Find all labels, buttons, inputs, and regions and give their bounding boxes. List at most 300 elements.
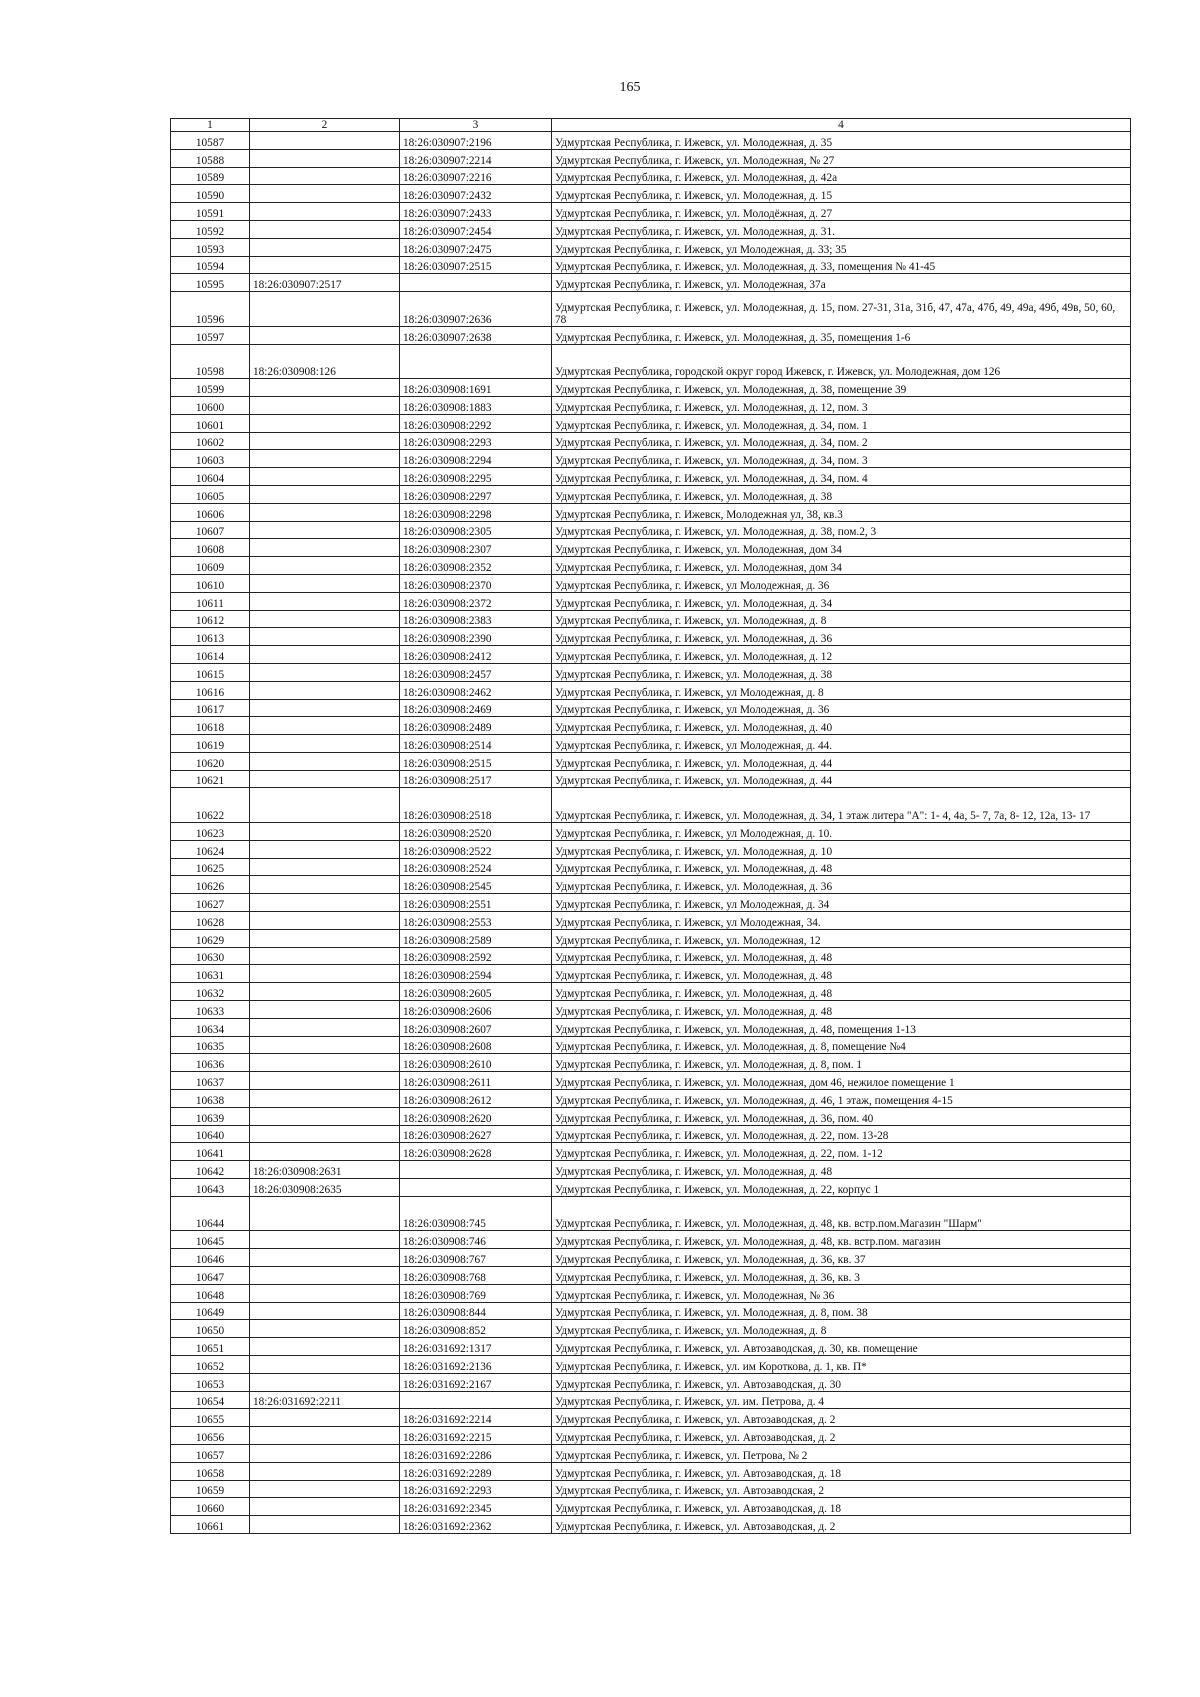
cadastral-number-cell-col2 [250,947,400,965]
address-cell: Удмуртская Республика, г. Ижевск, ул. Молодежная, д. 36 [552,628,1131,646]
cadastral-number-cell-col3 [400,274,552,292]
row-number-cell: 10626 [171,876,250,894]
cadastral-number-cell-col3: 18:26:030908:2292 [400,414,552,432]
cadastral-number-cell-col3: 18:26:030908:769 [400,1284,552,1302]
cadastral-number-cell-col2 [250,1231,400,1249]
table-row [171,432,1131,450]
address-cell: Удмуртская Республика, г. Ижевск, ул. Молодежная, дом 46, нежилое помещение 1 [552,1072,1131,1090]
cadastral-number-cell-col3 [400,344,552,379]
row-number-cell: 10636 [171,1054,250,1072]
cadastral-number-cell-col3: 18:26:030908:1883 [400,396,552,414]
address-cell: Удмуртская Республика, г. Ижевск, ул. Молодежная, д. 34, пом. 2 [552,432,1131,450]
table-row [171,468,1131,486]
address-cell: Удмуртская Республика, г. Ижевск, ул. Молодежная, д. 48, помещения 1-13 [552,1018,1131,1036]
cadastral-number-cell-col3: 18:26:030908:2518 [400,788,552,823]
cadastral-number-cell-col2 [250,1302,400,1320]
table-row [171,1072,1131,1090]
cadastral-number-cell-col2 [250,521,400,539]
row-number-cell: 10659 [171,1480,250,1498]
table-row [171,1391,1131,1409]
cadastral-number-cell-col3: 18:26:030908:2489 [400,717,552,735]
cadastral-number-cell-col2 [250,1054,400,1072]
table-header [171,119,1131,132]
row-number-cell: 10639 [171,1107,250,1125]
table-row [171,1179,1131,1197]
cadastral-number-cell-col3: 18:26:030908:2370 [400,574,552,592]
cadastral-number-cell-col2 [250,699,400,717]
cadastral-number-cell-col3 [400,1391,552,1409]
address-cell: Удмуртская Республика, г. Ижевск, ул. Молодежная, д. 48, кв. встр.пом. магазин [552,1231,1131,1249]
cadastral-number-cell-col2 [250,663,400,681]
cadastral-number-cell-col2 [250,238,400,256]
table-row [171,947,1131,965]
table-row [171,681,1131,699]
address-cell: Удмуртская Республика, г. Ижевск, ул. Молодежная, д. 48 [552,947,1131,965]
cadastral-number-cell-col2 [250,1036,400,1054]
cadastral-number-cell-col3: 18:26:030908:2620 [400,1107,552,1125]
table-row [171,1498,1131,1516]
cadastral-number-cell-col2 [250,256,400,274]
address-cell: Удмуртская Республика, г. Ижевск, ул Молодежная, д. 10. [552,823,1131,841]
row-number-cell: 10651 [171,1338,250,1356]
cadastral-number-cell-col2 [250,717,400,735]
row-number-cell: 10588 [171,149,250,167]
table-row [171,1090,1131,1108]
address-cell: Удмуртская Республика, г. Ижевск, ул Молодежная, д. 8 [552,681,1131,699]
table-row [171,292,1131,327]
row-number-cell: 10591 [171,203,250,221]
cadastral-number-cell-col3: 18:26:030907:2196 [400,132,552,150]
cadastral-number-cell-col3: 18:26:031692:2286 [400,1444,552,1462]
cadastral-number-cell-col3: 18:26:030908:2610 [400,1054,552,1072]
table-row [171,185,1131,203]
table-row [171,503,1131,521]
row-number-cell: 10608 [171,539,250,557]
table-row [171,1480,1131,1498]
address-cell: Удмуртская Республика, г. Ижевск, ул. Молодежная, д. 8, помещение №4 [552,1036,1131,1054]
table-row [171,220,1131,238]
address-cell: Удмуртская Республика, г. Ижевск, ул. Молодежная, д. 42а [552,167,1131,185]
address-cell: Удмуртская Республика, г. Ижевск, ул. Молодежная, д. 22, пом. 13-28 [552,1125,1131,1143]
cadastral-number-cell-col3: 18:26:030908:2553 [400,912,552,930]
table-row [171,788,1131,823]
row-number-cell: 10633 [171,1001,250,1019]
row-number-cell: 10632 [171,983,250,1001]
cadastral-number-cell-col2: 18:26:030907:2517 [250,274,400,292]
cadastral-number-cell-col2 [250,468,400,486]
table-row [171,1249,1131,1267]
address-cell: Удмуртская Республика, г. Ижевск, ул. Молодежная, д. 12 [552,646,1131,664]
table-row [171,149,1131,167]
row-number-cell: 10638 [171,1090,250,1108]
table-row [171,1516,1131,1534]
row-number-cell: 10640 [171,1125,250,1143]
cadastral-number-cell-col2 [250,432,400,450]
row-number-cell: 10597 [171,326,250,344]
cadastral-number-cell-col3: 18:26:030908:2294 [400,450,552,468]
address-cell: Удмуртская Республика, г. Ижевск, Молодежная ул, 38, кв.3 [552,503,1131,521]
address-cell: Удмуртская Республика, г. Ижевск, ул. Молодёжная, д. 27 [552,203,1131,221]
table-row [171,1036,1131,1054]
table-row [171,1462,1131,1480]
cadastral-number-cell-col2 [250,557,400,575]
row-number-cell: 10631 [171,965,250,983]
table-row [171,1018,1131,1036]
row-number-cell: 10623 [171,823,250,841]
address-cell: Удмуртская Республика, г. Ижевск, ул. Автозаводская, д. 2 [552,1409,1131,1427]
row-number-cell: 10606 [171,503,250,521]
cadastral-number-cell-col2 [250,503,400,521]
address-cell: Удмуртская Республика, г. Ижевск, ул. Молодежная, д. 15, пом. 27-31, 31а, 31б, 47, 47а, 47б, 49, 49а, 49б, 49в, 50, 60, 78 [552,292,1131,327]
cadastral-number-cell-col2 [250,292,400,327]
cadastral-number-cell-col2 [250,1018,400,1036]
address-cell: Удмуртская Республика, г. Ижевск, ул. Молодежная, д. 31. [552,220,1131,238]
cadastral-number-cell-col3: 18:26:030908:2293 [400,432,552,450]
cadastral-number-cell-col2 [250,185,400,203]
address-cell: Удмуртская Республика, г. Ижевск, ул. Молодежная, д. 48 [552,983,1131,1001]
cadastral-number-cell-col3: 18:26:030908:2295 [400,468,552,486]
cadastral-number-cell-col2 [250,396,400,414]
table-row [171,1409,1131,1427]
address-cell: Удмуртская Республика, г. Ижевск, ул. Молодежная, д. 8, пом. 1 [552,1054,1131,1072]
address-cell: Удмуртская Республика, г. Ижевск, ул. Молодежная, д. 34, пом. 4 [552,468,1131,486]
address-cell: Удмуртская Республика, г. Ижевск, ул. Молодежная, д. 46, 1 этаж, помещения 4-15 [552,1090,1131,1108]
table-row [171,735,1131,753]
row-number-cell: 10652 [171,1355,250,1373]
cadastral-number-cell-col3: 18:26:030908:2627 [400,1125,552,1143]
address-cell: Удмуртская Республика, г. Ижевск, ул Молодежная, д. 36 [552,699,1131,717]
table-row [171,557,1131,575]
cadastral-number-cell-col2 [250,450,400,468]
cadastral-number-cell-col3: 18:26:030907:2515 [400,256,552,274]
cadastral-number-cell-col3: 18:26:030908:2298 [400,503,552,521]
cadastral-number-cell-col2: 18:26:031692:2211 [250,1391,400,1409]
cadastral-number-cell-col2 [250,840,400,858]
cadastral-number-cell-col2 [250,610,400,628]
address-cell: Удмуртская Республика, г. Ижевск, ул. Молодежная, д. 36, кв. 3 [552,1267,1131,1285]
table-row [171,203,1131,221]
table-row [171,1284,1131,1302]
row-number-cell: 10590 [171,185,250,203]
address-cell: Удмуртская Республика, г. Ижевск, ул Молодежная, д. 33; 35 [552,238,1131,256]
cadastral-number-cell-col3: 18:26:030908:768 [400,1267,552,1285]
address-cell: Удмуртская Республика, г. Ижевск, ул. Молодежная, 12 [552,929,1131,947]
table-row [171,663,1131,681]
address-cell: Удмуртская Республика, г. Ижевск, ул. Молодежная, д. 38 [552,485,1131,503]
cadastral-number-cell-col2 [250,788,400,823]
row-number-cell: 10599 [171,379,250,397]
cadastral-number-cell-col2 [250,1072,400,1090]
table-row [171,167,1131,185]
cadastral-number-cell-col3: 18:26:030908:2469 [400,699,552,717]
cadastral-number-cell-col2 [250,1284,400,1302]
address-cell: Удмуртская Республика, г. Ижевск, ул. Молодежная, д. 35 [552,132,1131,150]
cadastral-number-cell-col3: 18:26:030908:2390 [400,628,552,646]
address-cell: Удмуртская Республика, г. Ижевск, ул. Автозаводская, д. 30, кв. помещение [552,1338,1131,1356]
cadastral-number-cell-col3: 18:26:030908:2457 [400,663,552,681]
address-cell: Удмуртская Республика, г. Ижевск, ул Молодежная, д. 34 [552,894,1131,912]
address-cell: Удмуртская Республика, г. Ижевск, ул. Молодежная, д. 12, пом. 3 [552,396,1131,414]
cadastral-number-cell-col3: 18:26:030908:2607 [400,1018,552,1036]
cadastral-number-cell-col3: 18:26:030908:844 [400,1302,552,1320]
cadastral-number-cell-col2 [250,203,400,221]
row-number-cell: 10648 [171,1284,250,1302]
row-number-cell: 10646 [171,1249,250,1267]
table-row [171,699,1131,717]
address-cell: Удмуртская Республика, г. Ижевск, ул. Молодежная, д. 48 [552,858,1131,876]
address-cell: Удмуртская Республика, г. Ижевск, ул. им Короткова, д. 1, кв. П* [552,1355,1131,1373]
table-body [171,132,1131,1534]
row-number-cell: 10589 [171,167,250,185]
table-row [171,1320,1131,1338]
row-number-cell: 10607 [171,521,250,539]
cadastral-number-cell-col3: 18:26:030908:2545 [400,876,552,894]
cadastral-number-cell-col2 [250,1107,400,1125]
row-number-cell: 10598 [171,344,250,379]
cadastral-number-cell-col3: 18:26:031692:2345 [400,1498,552,1516]
row-number-cell: 10625 [171,858,250,876]
row-number-cell: 10650 [171,1320,250,1338]
row-number-cell: 10654 [171,1391,250,1409]
table-row [171,1444,1131,1462]
address-cell: Удмуртская Республика, г. Ижевск, ул. Молодежная, д. 8, пом. 38 [552,1302,1131,1320]
cadastral-number-cell-col2 [250,414,400,432]
cadastral-number-cell-col3: 18:26:030908:2524 [400,858,552,876]
row-number-cell: 10656 [171,1427,250,1445]
cadastral-number-cell-col2 [250,1267,400,1285]
row-number-cell: 10616 [171,681,250,699]
address-cell: Удмуртская Республика, г. Ижевск, ул. Молодежная, д. 40 [552,717,1131,735]
address-cell: Удмуртская Республика, г. Ижевск, ул. Петрова, № 2 [552,1444,1131,1462]
cadastral-number-cell-col3: 18:26:030907:2432 [400,185,552,203]
cadastral-number-cell-col3: 18:26:030908:1691 [400,379,552,397]
column-header-4: 4 [552,119,1131,132]
cadastral-number-cell-col3: 18:26:030907:2454 [400,220,552,238]
address-cell: Удмуртская Республика, г. Ижевск, ул. им. Петрова, д. 4 [552,1391,1131,1409]
address-cell: Удмуртская Республика, г. Ижевск, ул Молодежная, д. 36 [552,574,1131,592]
cadastral-number-cell-col3: 18:26:030908:2611 [400,1072,552,1090]
table-row [171,840,1131,858]
cadastral-number-cell-col2 [250,735,400,753]
cadastral-number-cell-col2 [250,379,400,397]
table-row [171,1196,1131,1231]
cadastral-number-cell-col3: 18:26:031692:1317 [400,1338,552,1356]
address-cell: Удмуртская Республика, г. Ижевск, ул. Молодежная, д. 35, помещения 1-6 [552,326,1131,344]
address-cell: Удмуртская Республика, г. Ижевск, ул Молодежная, 34. [552,912,1131,930]
table-row [171,539,1131,557]
table-row [171,1107,1131,1125]
address-cell: Удмуртская Республика, г. Ижевск, ул. Молодежная, дом 34 [552,539,1131,557]
cadastral-number-cell-col2 [250,894,400,912]
cadastral-number-cell-col2 [250,1143,400,1161]
cadastral-number-cell-col3: 18:26:030908:2307 [400,539,552,557]
address-cell: Удмуртская Республика, г. Ижевск, ул. Молодежная, д. 48 [552,965,1131,983]
cadastral-number-cell-col3: 18:26:031692:2362 [400,1516,552,1534]
table-row [171,965,1131,983]
table-row [171,858,1131,876]
row-number-cell: 10617 [171,699,250,717]
table-row [171,770,1131,788]
row-number-cell: 10630 [171,947,250,965]
address-cell: Удмуртская Республика, г. Ижевск, ул. Молодежная, д. 8 [552,1320,1131,1338]
table-row [171,1143,1131,1161]
cadastral-number-cell-col3: 18:26:030908:2522 [400,840,552,858]
address-cell: Удмуртская Республика, г. Ижевск, ул. Автозаводская, д. 18 [552,1498,1131,1516]
table-row [171,929,1131,947]
cadastral-number-cell-col3: 18:26:030908:2608 [400,1036,552,1054]
table-row [171,1054,1131,1072]
cadastral-number-cell-col3: 18:26:030908:2594 [400,965,552,983]
row-number-cell: 10594 [171,256,250,274]
cadastral-number-cell-col3: 18:26:030908:2517 [400,770,552,788]
row-number-cell: 10610 [171,574,250,592]
row-number-cell: 10643 [171,1179,250,1197]
row-number-cell: 10624 [171,840,250,858]
cadastral-number-cell-col2 [250,1125,400,1143]
row-number-cell: 10613 [171,628,250,646]
cadastral-number-cell-col2 [250,1090,400,1108]
cadastral-number-cell-col3: 18:26:030908:2592 [400,947,552,965]
row-number-cell: 10644 [171,1196,250,1231]
table-row [171,450,1131,468]
table-row [171,912,1131,930]
table-row [171,574,1131,592]
row-number-cell: 10596 [171,292,250,327]
cadastral-number-cell-col2 [250,592,400,610]
cadastral-number-cell-col3: 18:26:030908:2515 [400,752,552,770]
address-cell: Удмуртская Республика, г. Ижевск, ул. Автозаводская, д. 18 [552,1462,1131,1480]
address-cell: Удмуртская Республика, г. Ижевск, ул Молодежная, д. 44. [552,735,1131,753]
cadastral-number-cell-col3: 18:26:030908:2628 [400,1143,552,1161]
row-number-cell: 10635 [171,1036,250,1054]
cadastral-number-cell-col2 [250,539,400,557]
address-cell: Удмуртская Республика, г. Ижевск, ул. Молодежная, д. 8 [552,610,1131,628]
address-cell: Удмуртская Республика, г. Ижевск, ул. Молодежная, д. 44 [552,752,1131,770]
address-cell: Удмуртская Республика, г. Ижевск, ул. Молодежная, № 27 [552,149,1131,167]
row-number-cell: 10618 [171,717,250,735]
address-cell: Удмуртская Республика, г. Ижевск, ул. Молодежная, д. 36 [552,876,1131,894]
cadastral-number-cell-col2 [250,1444,400,1462]
cadastral-number-cell-col2 [250,628,400,646]
cadastral-number-cell-col3: 18:26:030908:2551 [400,894,552,912]
row-number-cell: 10657 [171,1444,250,1462]
cadastral-number-cell-col3: 18:26:030907:2638 [400,326,552,344]
address-cell: Удмуртская Республика, г. Ижевск, ул. Молодежная, д. 48, кв. встр.пом.Магазин "Шарм" [552,1196,1131,1231]
table-row [171,752,1131,770]
cadastral-number-cell-col2: 18:26:030908:126 [250,344,400,379]
address-cell: Удмуртская Республика, г. Ижевск, ул. Молодежная, д. 10 [552,840,1131,858]
column-header-1: 1 [171,119,250,132]
table-row [171,274,1131,292]
address-cell: Удмуртская Республика, г. Ижевск, ул. Автозаводская, 2 [552,1480,1131,1498]
table-row [171,1267,1131,1285]
row-number-cell: 10642 [171,1161,250,1179]
address-cell: Удмуртская Республика, г. Ижевск, ул. Молодежная, д. 34 [552,592,1131,610]
cadastral-number-cell-col3: 18:26:031692:2293 [400,1480,552,1498]
row-number-cell: 10641 [171,1143,250,1161]
cadastral-number-cell-col3: 18:26:030908:746 [400,1231,552,1249]
cadastral-number-cell-col3: 18:26:030908:852 [400,1320,552,1338]
table-row [171,396,1131,414]
cadastral-number-cell-col2 [250,1516,400,1534]
address-cell: Удмуртская Республика, г. Ижевск, ул. Молодежная, д. 38, помещение 39 [552,379,1131,397]
cadastral-number-cell-col2 [250,1338,400,1356]
cadastral-number-cell-col2: 18:26:030908:2635 [250,1179,400,1197]
row-number-cell: 10637 [171,1072,250,1090]
cadastral-number-cell-col2 [250,574,400,592]
cadastral-number-cell-col2 [250,929,400,947]
cadastral-number-cell-col2: 18:26:030908:2631 [250,1161,400,1179]
cadastral-number-cell-col3: 18:26:030908:2520 [400,823,552,841]
row-number-cell: 10587 [171,132,250,150]
cadastral-number-cell-col2 [250,912,400,930]
cadastral-number-cell-col2 [250,1355,400,1373]
table-row [171,983,1131,1001]
table-row [171,344,1131,379]
cadastral-number-cell-col2 [250,1462,400,1480]
cadastral-number-cell-col3: 18:26:030908:2305 [400,521,552,539]
cadastral-number-cell-col2 [250,1249,400,1267]
row-number-cell: 10602 [171,432,250,450]
cadastral-number-cell-col3: 18:26:030907:2475 [400,238,552,256]
table-row [171,326,1131,344]
address-cell: Удмуртская Республика, г. Ижевск, ул. Молодежная, д. 22, пом. 1-12 [552,1143,1131,1161]
registry-table [170,118,1131,1534]
address-cell: Удмуртская Республика, г. Ижевск, ул. Молодежная, д. 48 [552,1001,1131,1019]
table-row [171,1338,1131,1356]
cadastral-number-cell-col3: 18:26:030908:2297 [400,485,552,503]
address-cell: Удмуртская Республика, г. Ижевск, ул. Молодежная, д. 33, помещения № 41-45 [552,256,1131,274]
address-cell: Удмуртская Республика, г. Ижевск, ул. Молодежная, д. 44 [552,770,1131,788]
cadastral-number-cell-col3: 18:26:031692:2215 [400,1427,552,1445]
cadastral-number-cell-col3: 18:26:030908:2352 [400,557,552,575]
row-number-cell: 10595 [171,274,250,292]
cadastral-number-cell-col2 [250,1409,400,1427]
address-cell: Удмуртская Республика, г. Ижевск, ул. Молодежная, д. 36, кв. 37 [552,1249,1131,1267]
cadastral-number-cell-col3: 18:26:030908:2612 [400,1090,552,1108]
table-row [171,628,1131,646]
table-row [171,256,1131,274]
cadastral-number-cell-col3: 18:26:030908:2589 [400,929,552,947]
table-row [171,414,1131,432]
row-number-cell: 10661 [171,1516,250,1534]
row-number-cell: 10615 [171,663,250,681]
cadastral-number-cell-col2 [250,770,400,788]
row-number-cell: 10653 [171,1373,250,1391]
table-row [171,1427,1131,1445]
row-number-cell: 10601 [171,414,250,432]
row-number-cell: 10611 [171,592,250,610]
cadastral-number-cell-col2 [250,1480,400,1498]
cadastral-number-cell-col3: 18:26:030908:2514 [400,735,552,753]
address-cell: Удмуртская Республика, г. Ижевск, ул. Молодежная, д. 34, пом. 1 [552,414,1131,432]
table-row [171,1355,1131,1373]
table-row [171,1373,1131,1391]
cadastral-number-cell-col3: 18:26:030907:2433 [400,203,552,221]
page-number: 165 [619,80,641,95]
address-cell: Удмуртская Республика, г. Ижевск, ул. Молодежная, д. 38, пом.2, 3 [552,521,1131,539]
table-row [171,717,1131,735]
cadastral-number-cell-col2 [250,1001,400,1019]
address-cell: Удмуртская Республика, г. Ижевск, ул. Молодежная, д. 34, пом. 3 [552,450,1131,468]
row-number-cell: 10627 [171,894,250,912]
row-number-cell: 10647 [171,1267,250,1285]
table-row [171,1231,1131,1249]
cadastral-number-cell-col2 [250,752,400,770]
table-row [171,646,1131,664]
table-row [171,379,1131,397]
table-row [171,876,1131,894]
